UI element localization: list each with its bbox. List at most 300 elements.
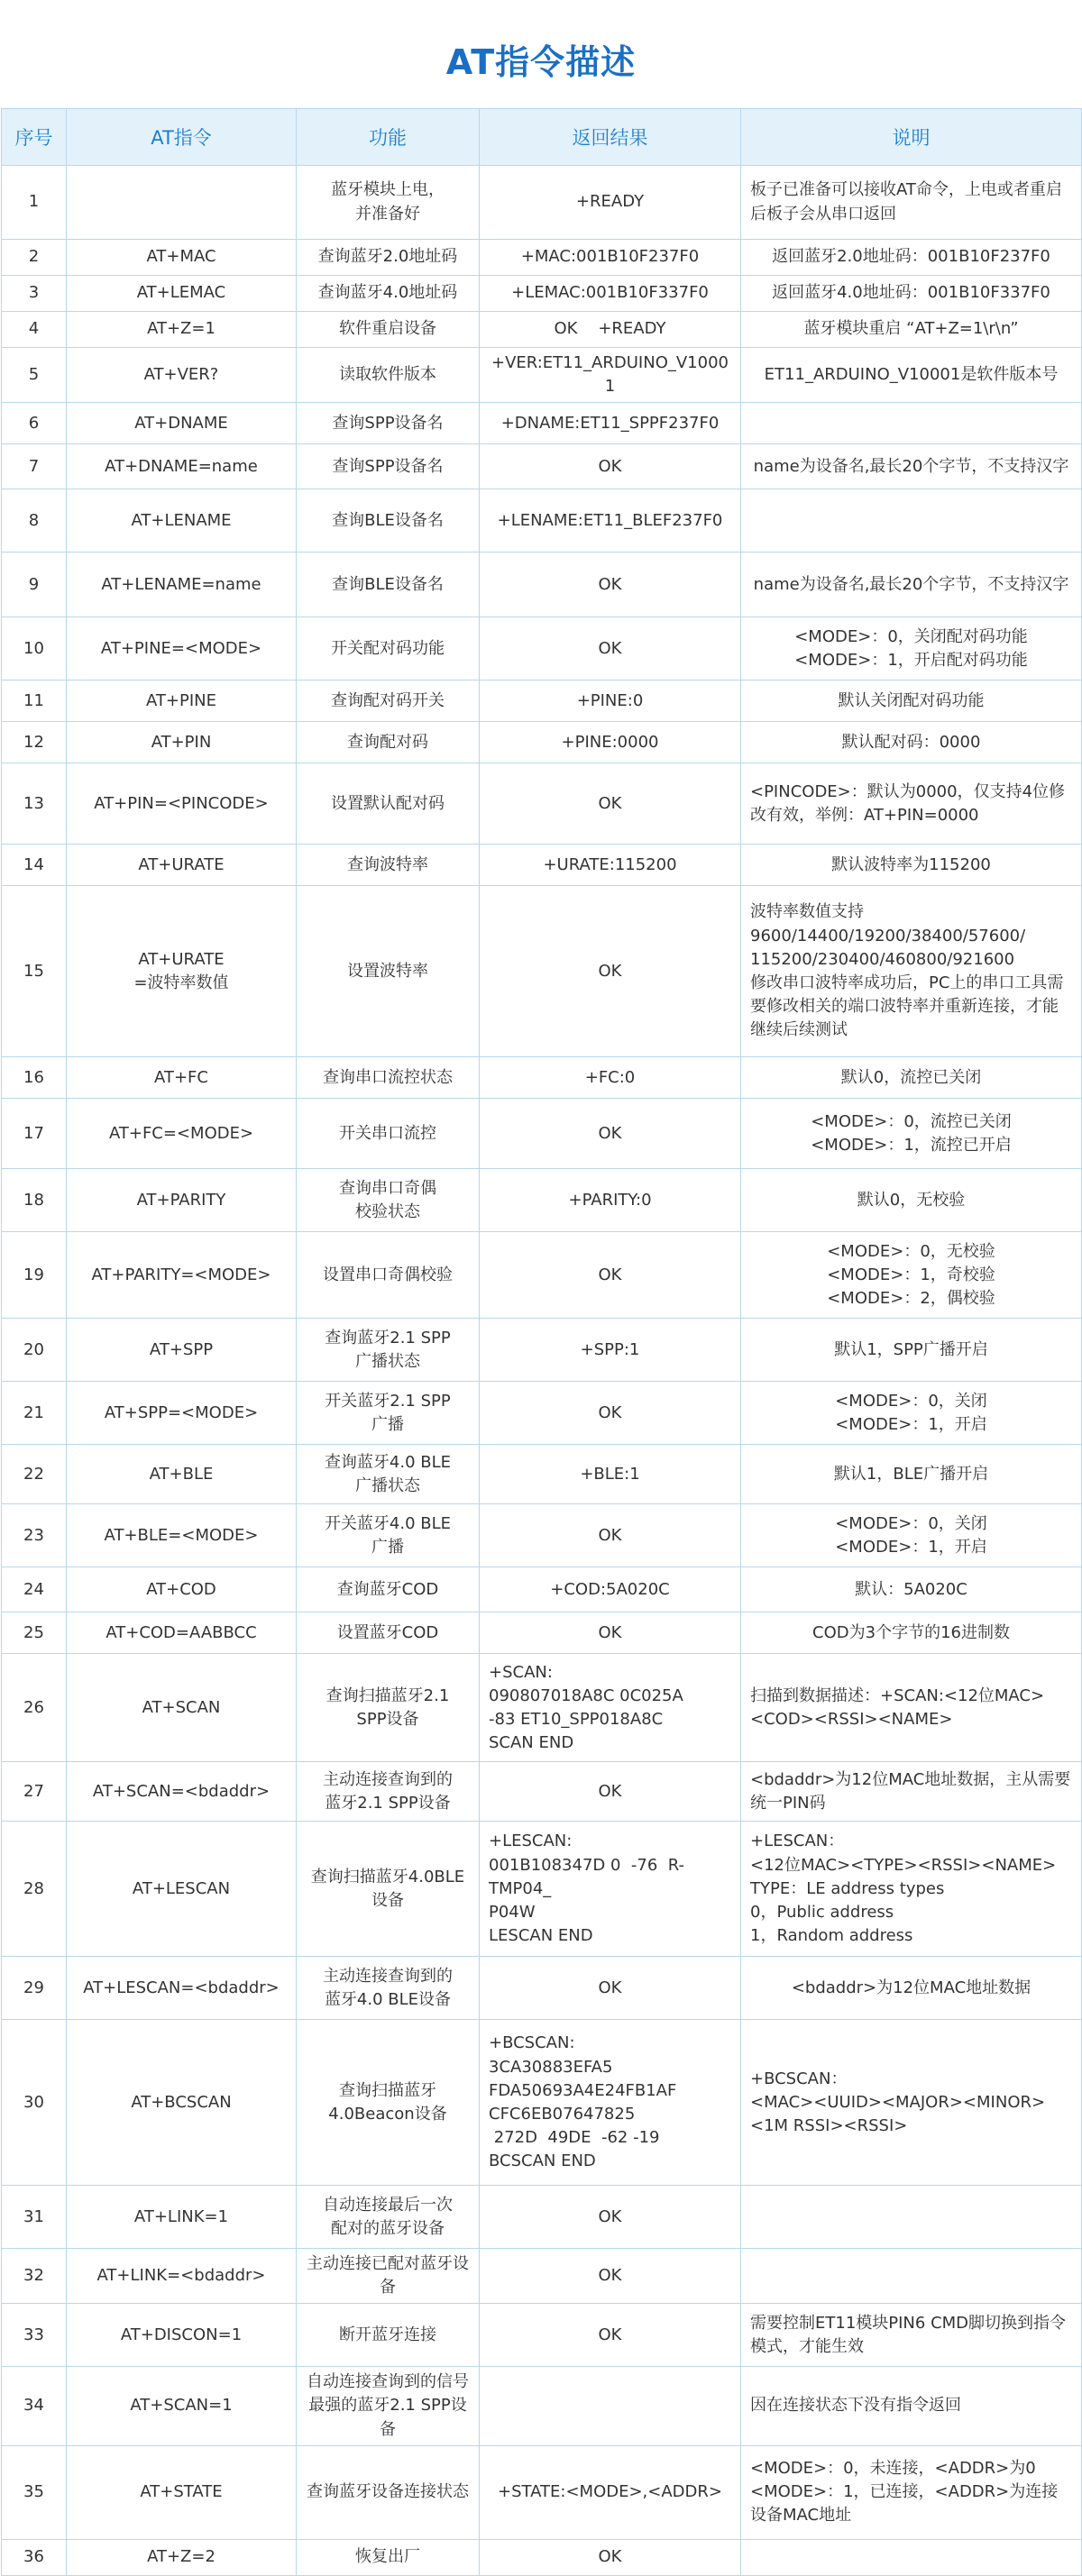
table-row (2, 403, 1082, 444)
cell-function (297, 617, 480, 681)
cell-no-text: 20 (23, 1339, 44, 1359)
cell-result (480, 1232, 741, 1319)
cell-function (297, 722, 480, 763)
cell-no-text: 31 (23, 2206, 44, 2226)
cell-result (480, 240, 741, 276)
cell-function (297, 2249, 480, 2304)
cell-function-text: 主动连接查询到的 蓝牙2.1 SPP设备 (323, 1769, 453, 1813)
cell-command (67, 1382, 297, 1445)
cell-note (741, 276, 1082, 312)
cell-function (297, 1762, 480, 1822)
page-title: AT指令描述 (445, 41, 637, 82)
cell-function (297, 845, 480, 886)
cell-no-text: 30 (23, 2092, 44, 2112)
cell-result-text: OK (598, 1525, 622, 1545)
cell-no (2, 617, 67, 681)
cell-result (480, 553, 741, 617)
cell-function-text: 查询BLE设备名 (332, 574, 444, 594)
cell-result-text: OK (598, 2206, 622, 2226)
cell-command-text: AT+PIN (151, 732, 212, 752)
cell-function (297, 2539, 480, 2575)
cell-note-text: 默认：5A020C (855, 1579, 967, 1599)
cell-result (480, 2304, 741, 2367)
cell-result-text: +PINE:0000 (561, 732, 659, 752)
table-row (2, 617, 1082, 681)
cell-command-text: AT+FC (154, 1067, 208, 1087)
cell-function-text: 查询蓝牙2.0地址码 (317, 247, 458, 267)
cell-function (297, 444, 480, 489)
cell-note (741, 1057, 1082, 1099)
table-row (2, 1057, 1082, 1099)
cell-result-text: OK (598, 1622, 622, 1642)
cell-note (741, 763, 1082, 845)
cell-result (480, 348, 741, 403)
table-row (2, 1957, 1082, 2020)
cell-command-text: AT+LESCAN=<bdaddr> (83, 1978, 280, 1997)
cell-function (297, 240, 480, 276)
cell-result-text: +PARITY:0 (568, 1190, 652, 1210)
cell-no (2, 1169, 67, 1232)
cell-result (480, 1504, 741, 1567)
cell-note-text: 默认关闭配对码功能 (838, 690, 985, 710)
cell-result (480, 2445, 741, 2539)
cell-result (480, 1319, 741, 1382)
cell-note (741, 1612, 1082, 1654)
table-row (2, 166, 1082, 240)
cell-result-text: +SCAN: 090807018A8C 0C025A -83 ET10_SPP018A8C SCAN END (489, 1662, 683, 1752)
cell-function (297, 1654, 480, 1762)
cell-function (297, 1099, 480, 1169)
cell-note-text: 默认1，SPP广播开启 (834, 1339, 988, 1359)
table-row (2, 2020, 1082, 2186)
cell-result (480, 1445, 741, 1504)
cell-function-text: 设置串口奇偶校验 (323, 1265, 453, 1284)
cell-no (2, 2539, 67, 2575)
table-row (2, 489, 1082, 553)
cell-note (741, 681, 1082, 722)
cell-note (741, 2186, 1082, 2249)
cell-command (67, 444, 297, 489)
cell-no (2, 886, 67, 1057)
cell-no (2, 2249, 67, 2304)
cell-note (741, 1382, 1082, 1445)
cell-no (2, 2020, 67, 2186)
cell-command (67, 722, 297, 763)
cell-command (67, 2186, 297, 2249)
cell-result (480, 1057, 741, 1099)
cell-function-text: 查询配对码 (347, 732, 428, 752)
cell-no (2, 2186, 67, 2249)
cell-no (2, 348, 67, 403)
cell-function (297, 166, 480, 240)
cell-command-text: AT+DISCON=1 (120, 2325, 243, 2344)
cell-result-text: OK +READY (554, 319, 666, 339)
cell-function-text: 软件重启设备 (339, 319, 436, 339)
cell-no-text: 8 (28, 510, 40, 530)
cell-function (297, 2367, 480, 2445)
cell-function-text: 蓝牙模块上电， 并准备好 (331, 180, 445, 224)
cell-note-text: 默认1，BLE广播开启 (833, 1464, 989, 1484)
cell-note (741, 2249, 1082, 2304)
cell-command-text: AT+URATE =波特率数值 (133, 949, 229, 992)
table-row (2, 312, 1082, 348)
cell-result (480, 2186, 741, 2249)
cell-note (741, 2020, 1082, 2186)
cell-note-text: ET11_ARDUINO_V10001是软件版本号 (764, 365, 1059, 385)
table-row (2, 722, 1082, 763)
cell-note (741, 845, 1082, 886)
cell-function-text: 查询蓝牙4.0 BLE 广播状态 (324, 1452, 452, 1495)
cell-function-text: 设置蓝牙COD (336, 1622, 439, 1642)
cell-no-text: 32 (23, 2266, 44, 2286)
cell-note (741, 240, 1082, 276)
cell-no (2, 1382, 67, 1445)
cell-function (297, 2445, 480, 2539)
cell-function (297, 276, 480, 312)
cell-command-text: AT+SCAN=1 (130, 2396, 233, 2416)
cell-no (2, 489, 67, 553)
table-row (2, 1169, 1082, 1232)
cell-no-text: 36 (23, 2547, 44, 2567)
cell-note-text: <bdaddr>为12位MAC地址数据，主从需要统一PIN码 (750, 1769, 1071, 1813)
cell-note (741, 312, 1082, 348)
cell-command (67, 2367, 297, 2445)
cell-no-text: 29 (23, 1978, 44, 1997)
cell-result-text: OK (598, 2547, 622, 2567)
cell-command (67, 1654, 297, 1762)
cell-function-text: 查询蓝牙4.0地址码 (317, 283, 458, 303)
cell-function-text: 查询蓝牙设备连接状态 (307, 2482, 469, 2502)
cell-function-text: 主动连接查询到的 蓝牙4.0 BLE设备 (323, 1966, 453, 2009)
cell-command (67, 276, 297, 312)
cell-function (297, 1567, 480, 1612)
cell-note (741, 348, 1082, 403)
table-row (2, 2186, 1082, 2249)
header-no: 序号 (2, 109, 67, 166)
cell-command-text: AT+LEMAC (136, 283, 226, 303)
cell-result (480, 403, 741, 444)
table-body (2, 166, 1082, 2576)
cell-function (297, 763, 480, 845)
cell-function-text: 查询波特率 (347, 854, 428, 874)
cell-result (480, 1099, 741, 1169)
cell-function-text: 查询蓝牙2.1 SPP 广播状态 (325, 1328, 451, 1371)
cell-command-text: AT+PIN=<PINCODE> (94, 793, 269, 813)
cell-no-text: 7 (28, 456, 40, 476)
cell-note (741, 1169, 1082, 1232)
cell-result (480, 763, 741, 845)
cell-note (741, 2304, 1082, 2367)
cell-result-text: +VER:ET11_ARDUINO_V10001 (491, 353, 729, 397)
cell-command (67, 617, 297, 681)
cell-result-text: +DNAME:ET11_SPPF237F0 (500, 413, 720, 433)
cell-result-text: OK (598, 574, 622, 594)
cell-result (480, 489, 741, 553)
cell-command (67, 2539, 297, 2575)
cell-command-text: AT+STATE (140, 2482, 223, 2502)
cell-note-text: 返回蓝牙2.0地址码：001B10F237F0 (772, 247, 1050, 267)
cell-result (480, 617, 741, 681)
table-row (2, 240, 1082, 276)
cell-result-text: OK (598, 2325, 622, 2344)
cell-command-text: AT+SCAN=<bdaddr> (92, 1781, 270, 1801)
cell-command (67, 2020, 297, 2186)
cell-command (67, 886, 297, 1057)
cell-function-text: 主动连接已配对蓝牙设备 (307, 2254, 469, 2297)
cell-function (297, 348, 480, 403)
cell-function-text: 查询配对码开关 (331, 690, 445, 710)
cell-function (297, 1445, 480, 1504)
cell-result-text: +BCSCAN: 3CA30883EFA5 FDA50693A4E24FB1AF CFC6EB07647825 272D 49DE -62 -19 BCSCAN END (489, 2033, 677, 2170)
cell-function (297, 1057, 480, 1099)
cell-note-text: 因在连接状态下没有指令返回 (750, 2396, 961, 2416)
cell-result (480, 1169, 741, 1232)
cell-command (67, 403, 297, 444)
cell-note-text: +LESCAN： <12位MAC><TYPE><RSSI><NAME> TYPE：LE address types 0，Public address 1，Random address (750, 1832, 1057, 1945)
cell-function (297, 553, 480, 617)
cell-note-text: <MODE>：0，关闭 <MODE>：1，开启 (835, 1513, 987, 1557)
table-row (2, 2539, 1082, 2575)
cell-note (741, 2367, 1082, 2445)
table-row (2, 1822, 1082, 1957)
cell-no (2, 763, 67, 845)
cell-command-text: AT+BCSCAN (131, 2092, 232, 2112)
cell-command-text: AT+URATE (138, 854, 225, 874)
table-row (2, 1762, 1082, 1822)
cell-command (67, 1822, 297, 1957)
cell-no (2, 1099, 67, 1169)
cell-result-text: OK (598, 1978, 622, 1997)
cell-no (2, 1319, 67, 1382)
cell-function-text: 查询SPP设备名 (332, 413, 444, 433)
cell-result (480, 444, 741, 489)
cell-function-text: 自动连接查询到的信号 最强的蓝牙2.1 SPP设备 (307, 2372, 469, 2439)
table-row (2, 1504, 1082, 1567)
cell-no (2, 312, 67, 348)
cell-note (741, 886, 1082, 1057)
cell-result (480, 2249, 741, 2304)
cell-result-text: +READY (575, 192, 645, 212)
cell-result-text: OK (598, 961, 622, 981)
cell-function-text: 断开蓝牙连接 (339, 2325, 436, 2344)
cell-note-text: <MODE>：0，无校验 <MODE>：1，奇校验 <MODE>：2，偶校验 (827, 1241, 995, 1308)
cell-note (741, 489, 1082, 553)
cell-command (67, 1169, 297, 1232)
cell-command-text: AT+SPP=<MODE> (104, 1402, 259, 1422)
cell-no (2, 845, 67, 886)
cell-function-text: 查询扫描蓝牙2.1 SPP设备 (326, 1685, 450, 1729)
cell-note (741, 1319, 1082, 1382)
cell-function (297, 1612, 480, 1654)
cell-result (480, 722, 741, 763)
cell-note-text: <MODE>：0，关闭 <MODE>：1，开启 (835, 1391, 987, 1434)
cell-result-text: OK (598, 1781, 622, 1801)
cell-result-text: OK (598, 2266, 622, 2286)
table-row (2, 763, 1082, 845)
cell-command-text: AT+PINE=<MODE> (100, 638, 262, 658)
table-row (2, 1382, 1082, 1445)
cell-function (297, 1382, 480, 1445)
cell-note (741, 1822, 1082, 1957)
cell-no (2, 1957, 67, 2020)
cell-function (297, 1504, 480, 1567)
cell-command-text: AT+PINE (146, 690, 216, 710)
cell-command-text: AT+SPP (149, 1339, 214, 1359)
cell-result-text: +LESCAN: 001B108347D 0 -76 R-TMP04_ P04W LESCAN END (489, 1832, 685, 1945)
cell-no-text: 25 (23, 1622, 44, 1642)
cell-function (297, 2186, 480, 2249)
cell-no (2, 1762, 67, 1822)
cell-function-text: 自动连接最后一次 配对的蓝牙设备 (323, 2195, 453, 2238)
table-header-row (2, 109, 1082, 166)
cell-command-text: AT+LINK=<bdaddr> (96, 2266, 266, 2286)
cell-function (297, 312, 480, 348)
cell-command (67, 166, 297, 240)
cell-function (297, 489, 480, 553)
cell-no-text: 34 (23, 2396, 44, 2416)
cell-no (2, 1057, 67, 1099)
cell-no-text: 22 (23, 1464, 44, 1484)
cell-command (67, 1099, 297, 1169)
cell-function (297, 1957, 480, 2020)
cell-function-text: 设置默认配对码 (331, 793, 445, 813)
cell-note-text: 默认波特率为115200 (831, 854, 991, 874)
cell-no (2, 276, 67, 312)
cell-command (67, 763, 297, 845)
cell-no (2, 681, 67, 722)
cell-function (297, 2304, 480, 2367)
cell-command (67, 1612, 297, 1654)
cell-note (741, 403, 1082, 444)
cell-result-text: OK (598, 1402, 622, 1422)
at-command-table (1, 108, 1082, 2576)
cell-no (2, 553, 67, 617)
cell-no (2, 1445, 67, 1504)
cell-command-text: AT+Z=1 (147, 319, 215, 339)
cell-command (67, 1762, 297, 1822)
cell-no-text: 12 (23, 732, 44, 752)
cell-no (2, 1654, 67, 1762)
cell-no-text: 26 (23, 1697, 44, 1717)
cell-no (2, 444, 67, 489)
cell-no (2, 1232, 67, 1319)
cell-result (480, 2539, 741, 2575)
table-row (2, 681, 1082, 722)
cell-command-text: AT+LESCAN (132, 1878, 231, 1898)
cell-no (2, 1567, 67, 1612)
cell-command (67, 1957, 297, 2020)
cell-note (741, 1957, 1082, 2020)
cell-result-text: +MAC:001B10F237F0 (520, 247, 700, 267)
cell-no (2, 166, 67, 240)
cell-function-text: 查询串口流控状态 (323, 1067, 453, 1087)
cell-note-text: <bdaddr>为12位MAC地址数据 (791, 1978, 1032, 1997)
cell-command (67, 2445, 297, 2539)
cell-result (480, 166, 741, 240)
cell-no-text: 6 (28, 413, 40, 433)
cell-no-text: 9 (28, 574, 40, 594)
cell-no-text: 35 (23, 2482, 44, 2502)
header-note: 说明 (741, 109, 1082, 166)
cell-result-text: +LEMAC:001B10F337F0 (511, 283, 709, 303)
cell-no-text: 27 (23, 1781, 44, 1801)
cell-command (67, 240, 297, 276)
cell-function (297, 681, 480, 722)
cell-no-text: 5 (28, 365, 40, 385)
cell-command-text: AT+FC=<MODE> (108, 1123, 254, 1143)
cell-result (480, 1822, 741, 1957)
cell-function-text: 开关配对码功能 (331, 638, 445, 658)
cell-no-text: 1 (28, 192, 40, 212)
cell-function (297, 403, 480, 444)
cell-note (741, 1567, 1082, 1612)
cell-no (2, 240, 67, 276)
cell-command (67, 1445, 297, 1504)
cell-result-text: OK (598, 456, 622, 476)
cell-note (741, 722, 1082, 763)
cell-note (741, 617, 1082, 681)
table-row (2, 1612, 1082, 1654)
cell-result-text: +LENAME:ET11_BLEF237F0 (497, 510, 723, 530)
cell-no-text: 17 (23, 1123, 44, 1143)
cell-no-text: 19 (23, 1265, 44, 1284)
header-function: 功能 (297, 109, 480, 166)
cell-no-text: 14 (23, 854, 44, 874)
cell-result-text: +COD:5A020C (550, 1579, 670, 1599)
cell-function-text: 设置波特率 (347, 961, 428, 981)
cell-function (297, 1822, 480, 1957)
cell-function-text: 查询SPP设备名 (332, 456, 444, 476)
cell-function (297, 2020, 480, 2186)
cell-command-text: AT+VER? (143, 365, 219, 385)
table-row (2, 2445, 1082, 2539)
cell-note (741, 553, 1082, 617)
cell-no-text: 2 (28, 247, 40, 267)
cell-command-text: AT+BLE=<MODE> (104, 1525, 259, 1545)
cell-no-text: 28 (23, 1878, 44, 1898)
cell-note (741, 1762, 1082, 1822)
cell-function-text: 查询蓝牙COD (336, 1579, 439, 1599)
cell-note-text: 返回蓝牙4.0地址码：001B10F337F0 (772, 283, 1050, 303)
cell-command (67, 489, 297, 553)
cell-function-text: 查询BLE设备名 (332, 510, 444, 530)
cell-command-text: AT+Z=2 (147, 2547, 215, 2567)
cell-note-text: 波特率数值支持 9600/14400/19200/38400/57600/ 115200/230400/460800/921600 修改串口波特率成功后，PC上的串口工具需要修改相关的端口波特率并重新连接，才能继续后续测试 (750, 902, 1064, 1039)
cell-result-text: +SPP:1 (580, 1339, 640, 1359)
cell-command-text: AT+LENAME=name (101, 574, 261, 594)
cell-function-text: 查询串口奇偶 校验状态 (339, 1178, 436, 1221)
cell-function-text: 开关蓝牙2.1 SPP 广播 (325, 1391, 451, 1434)
cell-no (2, 2367, 67, 2445)
cell-no (2, 1612, 67, 1654)
cell-note-text: <MODE>：0，关闭配对码功能 <MODE>：1，开启配对码功能 (794, 626, 1028, 670)
cell-command-text: AT+MAC (146, 247, 216, 267)
table-row (2, 444, 1082, 489)
cell-result (480, 1612, 741, 1654)
cell-result (480, 681, 741, 722)
cell-result (480, 1382, 741, 1445)
cell-no-text: 23 (23, 1525, 44, 1545)
cell-function-text: 开关串口流控 (339, 1123, 436, 1143)
cell-no (2, 2445, 67, 2539)
header-result: 返回结果 (480, 109, 741, 166)
cell-no-text: 13 (23, 793, 44, 813)
cell-command-text: AT+PARITY=<MODE> (91, 1265, 271, 1284)
cell-command (67, 845, 297, 886)
cell-function (297, 1169, 480, 1232)
cell-note (741, 1504, 1082, 1567)
cell-no-text: 3 (28, 283, 40, 303)
